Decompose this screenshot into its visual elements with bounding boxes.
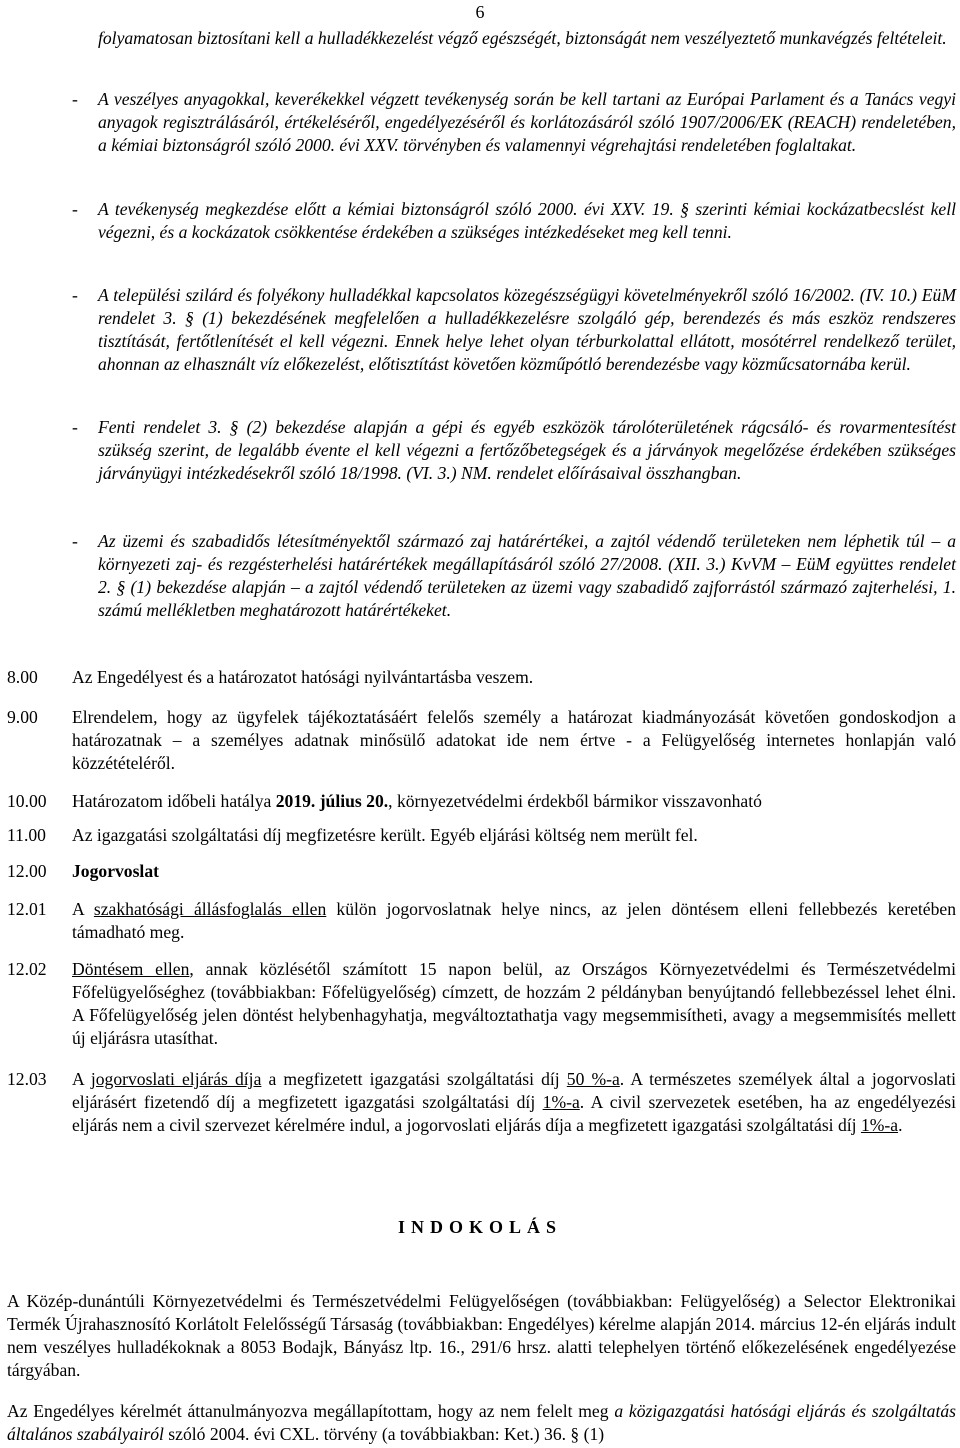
section-8 bbox=[7, 666, 956, 689]
section-number: 10.00 bbox=[7, 791, 47, 811]
section-heading: Jogorvoslat bbox=[72, 861, 159, 881]
section-heading-indokolas: INDOKOLÁS bbox=[397, 1217, 563, 1237]
bullet-dash: - bbox=[72, 285, 78, 305]
section-12-01 bbox=[7, 898, 956, 944]
section-12-02 bbox=[7, 958, 956, 1050]
list-item bbox=[72, 88, 956, 157]
section-text: Elrendelem, hogy az ügyfelek tájékoztatásáért felelős személy a határozat kiadmányozását követően gondoskodjon a határozatnak – a személyes adatnak minősülő adatokat ide nem értve - a Felügyelőség internetes honlapján való közzétételéről. bbox=[72, 707, 956, 773]
list-item-text: A veszélyes anyagokkal, keverékekkel végzett tevékenység során be kell tartani az Európai Parlament és a Tanács vegyi anyagok regisztrálásáról, értékeléséről, engedélyezéséről és korlátozásáról szóló 1907/2006/EK (REACH) rendeletében, a kémiai biztonságról szóló 2000. évi XXV. törvényben és valamennyi végrehajtási rendeletében foglaltakat. bbox=[98, 89, 956, 155]
continuation-text: folyamatosan biztosítani kell a hulladékkezelést végző egészségét, biztonságát nem veszélyeztető munkavégzés feltételeit. bbox=[98, 28, 947, 48]
bullet-dash: - bbox=[72, 199, 78, 219]
list-item-text: A települési szilárd és folyékony hulladékkal kapcsolatos közegészségügyi követelményekről szóló 16/2002. (IV. 10.) EüM rendelet 3. § (1) bekezdésének megfelelően a hulladékkezelésre szolgáló gép, berendezés és más eszköz rendszeres tisztítását, fertőtlenítését el kell végezni. Ennek helye lehet olyan térburkolattal ellátott, mosótérrel rendelkező terület, ahonnan az elhasznált víz előkezelést, előtisztítást követően közműpótló berendezésbe vagy közműcsatornába kerül. bbox=[98, 285, 956, 374]
list-item bbox=[72, 284, 956, 376]
section-number: 11.00 bbox=[7, 825, 46, 845]
list-item bbox=[72, 416, 956, 485]
body-paragraph: A Közép-dunántúli Környezetvédelmi és Természetvédelmi Felügyelőségen (továbbiakban: Felügyelőség) a Selector Elektronikai Termék Újrahasznosító Korlátolt Felelősségű Társaság (továbbiakban: Engedélyes) kérelme alapján 2014. március 12-én eljárás indult nem veszélyes hulladékoknak a 8053 Bodajk, Bányász ltp. 16., 291/6 hrsz. alatti telephelyen történő előkezelésének engedélyezése tárgyában. bbox=[7, 1291, 956, 1380]
list-item bbox=[72, 530, 956, 622]
section-number: 9.00 bbox=[7, 707, 38, 727]
body-paragraph: Az Engedélyes kérelmét áttanulmányozva megállapítottam, hogy az nem felelt meg a közigazgatási hatósági eljárás és szolgáltatás általános szabályairól szóló 2004. évi CXL. törvény (a továbbiakban: Ket.) 36. § (1) bbox=[7, 1401, 956, 1444]
page-number: 6 bbox=[475, 2, 485, 22]
section-text: A jogorvoslati eljárás díja a megfizetett igazgatási szolgáltatási díj 50 %-a. A természetes személyek által a jogorvoslati eljárásért fizetendő díj a megfizetett igazgatási szolgáltatási díj 1%-a. A civil szervezetek esetében, ha az engedélyezési eljárás nem a civil szervezet kérelmére indul, a jogorvoslati eljárás díja a megfizetett igazgatási szolgáltatási díj 1%-a. bbox=[72, 1069, 956, 1135]
section-text: Az Engedélyest és a határozatot hatósági nyilvántartásba veszem. bbox=[72, 667, 534, 687]
list-item bbox=[72, 198, 956, 244]
section-text: A szakhatósági állásfoglalás ellen külön jogorvoslatnak helye nincs, az jelen döntésem elleni fellebbezés keretében támadható meg. bbox=[72, 899, 956, 942]
section-number: 8.00 bbox=[7, 667, 38, 687]
section-9 bbox=[7, 706, 956, 775]
section-text: Az igazgatási szolgáltatási díj megfizetésre került. Egyéb eljárási költség nem merült fel. bbox=[72, 825, 698, 845]
section-11 bbox=[7, 824, 956, 847]
section-number: 12.03 bbox=[7, 1069, 47, 1089]
bullet-dash: - bbox=[72, 531, 78, 551]
bullet-dash: - bbox=[72, 417, 78, 437]
list-item-text: Az üzemi és szabadidős létesítményektől származó zaj határértékei, a zajtól védendő területeken nem léphetik túl – a környezeti zaj- és rezgésterhelési határértékek megállapításáról szóló 27/2008. (XII. 3.) KvVM – EüM együttes rendelet 2. § (1) bekezdése alapján – a zajtól védendő területeken az üzemi vagy szabadidő zajforrástól származó zajterhelési, 1. számú mellékletben meghatározott határértékeket. bbox=[98, 531, 956, 620]
list-item-text: Fenti rendelet 3. § (2) bekezdése alapján a gépi és egyéb eszközök tárolóterületének rágcsáló- és rovarmentesítést szükség szerint, de legalább évente el kell végezni a fertőzőbetegségek és a járványok megelőzése érdekében szükséges járványügyi intézkedésekről szóló 18/1998. (VI. 3.) NM. rendelet előírásaival összhangban. bbox=[98, 417, 956, 483]
validity-date: 2019. július 20. bbox=[275, 791, 389, 811]
section-text: Döntésem ellen, annak közlésétől számított 15 napon belül, az Országos Környezetvédelmi és Természetvédelmi Főfelügyelőséghez (továbbiakban: Főfelügyelőség) címzett, de hozzám 2 példányban benyújtandó fellebbezéssel lehet élni. A Főfelügyelőség jelen döntést helybenhagyhatja, megváltoztathatja vagy megsemmisítheti, avagy a megsemmisítés mellett új eljárásra utasíthat. bbox=[72, 959, 957, 1048]
section-number: 12.01 bbox=[7, 899, 47, 919]
list-item-text: A tevékenység megkezdése előtt a kémiai biztonságról szóló 2000. évi XXV. 19. § szerinti kémiai kockázatbecslést kell végezni, és a kockázatok csökkentése érdekében a szükséges intézkedéseket meg kell tenni. bbox=[98, 199, 956, 242]
section-10 bbox=[7, 790, 956, 813]
section-12-03 bbox=[7, 1068, 956, 1137]
section-text: Határozatom időbeli hatálya 2019. július 20., környezetvédelmi érdekből bármikor visszavonható bbox=[72, 791, 762, 811]
section-number: 12.00 bbox=[7, 861, 47, 881]
section-number: 12.02 bbox=[7, 959, 47, 979]
bullet-dash: - bbox=[72, 89, 78, 109]
section-12 bbox=[7, 860, 956, 883]
